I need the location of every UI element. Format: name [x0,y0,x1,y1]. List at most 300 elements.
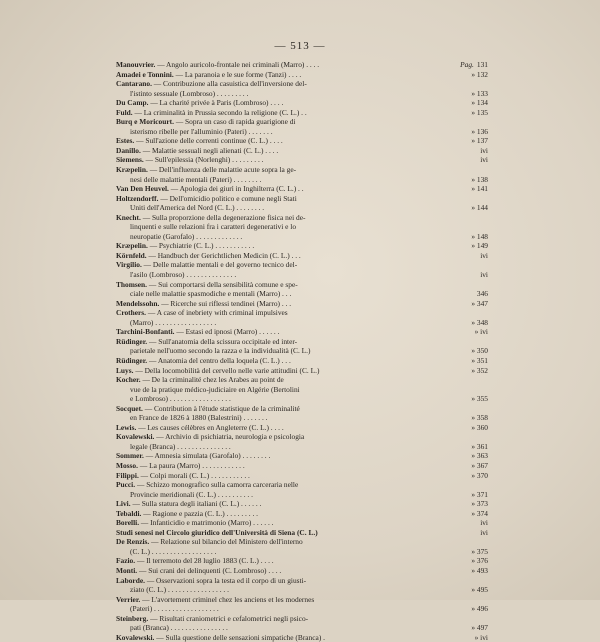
entry-text [116,308,454,327]
entry-author: Manouvrier. [116,60,156,69]
entry-page-ref [454,251,488,261]
entry-text [116,528,454,538]
index-entry [116,432,488,451]
entry-title: Uniti dell'America del Nord (C. L.) . . . . . . . . [130,203,265,213]
entry-title: (Marro) . . . . . . . . . . . . . . . . . [130,317,217,327]
entry-title: — Contribution à l'étude statistique de la criminalité [144,403,300,413]
entry-page-number: » 141 [471,184,488,194]
entry-page-ref [454,241,488,251]
entry-author: Kocher. [116,375,141,385]
entry-text [116,117,454,136]
entry-title: — Angolo auricolo-frontale nei criminali (Marro) . . . . [157,60,320,69]
entry-line [116,471,454,481]
entry-title: ziato (C. L.) . . . . . . . . . . . . . . . . . [130,585,229,595]
entry-title: — Sulla statura degli italiani (C. L.) . . . . . . [132,499,262,509]
entry-line [116,404,454,414]
entry-page-number: » 370 [471,470,488,480]
entry-page-number: » ivi [474,327,488,337]
entry-page-ref [454,127,488,137]
entry-title: — Il terremoto del 28 luglio 1883 (C. L.) . . . . [136,556,274,566]
entry-text [116,499,454,509]
entry-page-ref [454,394,488,404]
entry-page-ref [454,633,488,642]
entry-author: Tarchini-Bonfanti. [116,327,175,337]
entry-line [116,432,454,442]
entry-text [116,155,454,165]
entry-line [116,595,454,605]
entry-title: — La paura (Marro) . . . . . . . . . . . . [139,460,245,470]
entry-page-ref [454,155,488,165]
entry-title: — Amnesia simulata (Garofalo) . . . . . . . . [145,451,271,461]
entry-page-ref [454,623,488,633]
entry-page-number: » 134 [471,98,488,108]
entry-title: — Relazione sul bilancio del Ministero dell'interno [151,537,303,547]
index-entry [116,194,488,213]
index-entry [116,528,488,538]
entry-page-number: » 363 [471,451,488,461]
entry-text [116,614,454,633]
entry-page-number: » 149 [471,241,488,251]
entry-page-number: » 373 [471,499,488,509]
entry-text [116,366,454,376]
entry-page-number: » 352 [471,365,488,375]
entry-title: — Malattie sessuali negli alienati (C. L.) . . . . [142,145,279,155]
entry-page-ref [454,318,488,328]
entry-page-number: ivi [480,250,488,260]
entry-line [116,633,454,642]
entry-title: vue de la pratique médico-judiciaire en Algérie (Bertolini [130,384,300,394]
index-entry [116,404,488,423]
index-entry [116,366,488,376]
index-entry [116,98,488,108]
entry-line [116,385,454,395]
entry-page-ref [454,232,488,242]
entry-text [116,537,454,556]
entry-line [116,98,454,108]
entry-text [116,633,454,642]
entry-page-number: » 371 [471,489,488,499]
entry-page-number: ivi [480,518,488,528]
entry-author: Lewis. [116,422,137,432]
entry-line [116,366,454,376]
entry-text [116,280,454,299]
entry-title: — Delle malattie mentali e del governo tecnico del- [143,260,298,270]
entry-page-number: » 133 [471,88,488,98]
index-entry [116,117,488,136]
entry-page-ref [454,585,488,595]
entry-author: Du Camp. [116,98,149,108]
entry-line [116,79,454,89]
entry-title: — Sui comportarsi della sensibilità comune e spe- [148,279,298,289]
entry-page-number: » 135 [471,107,488,117]
entry-page-ref [454,451,488,461]
entry-author: Sommer. [116,451,144,461]
index-entry [116,155,488,165]
index-entry [116,451,488,461]
entry-title: isterismo ribelle per l'alluminio (Pateri) . . . . . . . [130,126,273,136]
entry-title: linquenti e sulle relazioni fra i caratteri degenerativi e lo [130,222,297,232]
entry-title: — Sull'azione delle correnti continue (C. L.) . . . . [136,136,283,146]
index-entry [116,480,488,499]
index-entry [116,614,488,633]
entry-title: — Anatomia del centro della loquela (C. L.) . . . [149,355,291,365]
entry-text [116,471,454,481]
entry-title: — Contribuzione alla casuistica dell'inversione del- [153,79,307,89]
index-entry [116,337,488,356]
entry-title: — Dell'influenza delle malattie acute sopra la ge- [149,165,297,175]
entry-title: Provincie meridionali (C. L.) . . . . . . . . . . [130,489,253,499]
entry-page-ref [454,423,488,433]
entry-page-ref [454,547,488,557]
entry-page-number: » 374 [471,508,488,518]
entry-page-number: » 495 [471,585,488,595]
entry-title: — Sulla questione delle sensazioni simpatiche (Branca) . [156,632,325,642]
entry-page-number: ivi [480,145,488,155]
entry-text [116,461,454,471]
entry-line [116,556,454,566]
entry-line [116,184,454,194]
entry-page-ref [454,146,488,156]
entry-text [116,423,454,433]
entry-page-number: » 497 [471,623,488,633]
entry-title: — Della locomobilità del cervello nelle varie attitudini (C. L.) [135,365,320,375]
index-entry [116,509,488,519]
entry-page-ref [454,566,488,576]
entry-text [116,260,454,279]
entry-line [116,280,454,290]
index-entry [116,213,488,242]
entry-page-ref [454,136,488,146]
entry-page-ref [454,528,488,538]
entry-page-ref [454,499,488,509]
entry-text [116,98,454,108]
entry-title: — Sopra un caso di rapida guarigione di [175,117,296,127]
entry-page-number: ivi [480,270,488,280]
index-entry [116,79,488,98]
entry-author: Steinberg. [116,613,149,623]
entry-text [116,566,454,576]
entry-title: — Dell'omicidio politico e comune negli Stati [160,193,297,203]
entry-line [116,461,454,471]
entry-title: — Risultati craniometrici e cefalometrici negli psico- [150,613,309,623]
entry-line [116,308,454,318]
index-entry [116,280,488,299]
entry-line [116,442,454,452]
entry-title: pati (Branca) . . . . . . . . . . . . . . . . [130,623,228,633]
entry-title: — Sui crani dei delinquenti (C. Lombroso) . . . . [139,565,282,575]
entry-page-number: ivi [480,155,488,165]
page-label: Pag. [460,60,474,69]
entry-text [116,337,454,356]
entry-text [116,375,454,404]
entry-line [116,194,454,204]
entry-title: — La paranoia e le sue forme (Tanzi) . . . . [175,69,302,79]
entry-title: ciale nelle malattie spasmodiche e mentali (Marro) . . . [130,289,292,299]
entry-page-ref [454,184,488,194]
entry-text [116,60,454,70]
index-entry [116,327,488,337]
entry-line [116,270,454,280]
entry-line [116,260,454,270]
entry-text [116,595,454,614]
index-entry [116,241,488,251]
entry-author: Cantarano. [116,79,152,89]
index-entry [116,251,488,261]
entry-page-ref [454,98,488,108]
index-entry [116,471,488,481]
entry-title: — Sull'epilessia (Norlenghi) . . . . . . . . . [145,155,264,165]
entry-title: — A case of inebriety with criminal impulsives [147,308,288,318]
entry-author: Fuld. [116,107,133,117]
entry-line [116,547,454,557]
entry-line [116,70,454,80]
entry-page-number: » 367 [471,460,488,470]
entry-page-number: ivi [480,527,488,537]
entry-line [116,423,454,433]
entry-title: parietale nell'uomo secondo la razza e la individualità (C. L.) [130,346,311,356]
entry-author: Luys. [116,365,134,375]
entry-title: — Colpi morali (C. L.) . . . . . . . . . . . [140,470,250,480]
entry-page-ref [454,270,488,280]
entry-title: en France de 1826 à 1880 (Balestrini) . . . . . . . [130,413,268,423]
entry-page-ref [454,509,488,519]
entry-author: Crothers. [116,308,147,318]
entry-text [116,451,454,461]
entry-title: nesi delle malattie mentali (Pateri) . . . . . . . . [130,174,262,184]
entry-author: Mosso. [116,460,138,470]
entry-text [116,194,454,213]
entry-title: (Pateri) . . . . . . . . . . . . . . . . . . [130,604,219,614]
entry-author: Livi. [116,499,131,509]
entry-author: Borelli. [116,518,140,528]
entry-line [116,518,454,528]
index-entry [116,556,488,566]
entry-line [116,222,454,232]
entry-text [116,404,454,423]
entry-text [116,299,454,309]
entry-page-ref [454,108,488,118]
entry-page-ref [454,203,488,213]
entry-line [116,327,454,337]
entry-author: Körnfeld. [116,250,147,260]
entry-page-number: » 493 [471,565,488,575]
entry-text [116,136,454,146]
entry-title: — Archivio di psichiatria, neurologia e psicologia [156,432,305,442]
entry-author: Monti. [116,565,138,575]
entry-page-ref [454,346,488,356]
entry-author: Fazio. [116,556,136,566]
entry-line [116,165,454,175]
index-entry [116,184,488,194]
entry-line [116,89,454,99]
index-entry [116,146,488,156]
entry-title: — Handbuch der Gerichtlichen Medicin (C. L.) . . . [148,250,301,260]
entry-title: l'istinto sessuale (Lombroso) . . . . . . . . . [130,88,249,98]
index-entry [116,165,488,184]
entry-page-number: » 351 [471,355,488,365]
index-entry [116,108,488,118]
entry-text [116,480,454,499]
entry-author: Studi senesi nel Circolo giuridico dell'Università di Siena (C. L.) [116,527,318,537]
index-entry [116,356,488,366]
entry-author: Holtzendorff. [116,193,159,203]
index-entry [116,70,488,80]
entry-line [116,356,454,366]
entry-line [116,413,454,423]
entry-page-ref [454,471,488,481]
index-entry [116,537,488,556]
entry-title: — Schizzo monografico sulla camorra carceraria nelle [136,480,299,490]
entry-line [116,614,454,624]
entry-author: Virgilio. [116,260,142,270]
index-entry [116,566,488,576]
entry-page-number: » 136 [471,126,488,136]
entry-title: — Ragione e pazzia (C. L.) . . . . . . . . . [143,508,258,518]
entry-line [116,146,454,156]
entry-page-number: » 148 [471,231,488,241]
entry-line [116,136,454,146]
entry-page-number: » 138 [471,174,488,184]
entry-page-number: » 347 [471,298,488,308]
entry-text [116,251,454,261]
entry-page-ref [454,289,488,299]
entry-page-ref [454,413,488,423]
entry-line [116,509,454,519]
entry-line [116,232,454,242]
entry-title: — Infanticidio e matrimonio (Marro) . . . . . . [140,518,274,528]
entry-page-ref [454,518,488,528]
entry-line [116,175,454,185]
entry-page-ref [454,60,488,70]
entry-author: Mendelssohn. [116,298,160,308]
index-entry [116,633,488,642]
entry-title: e Lombroso) . . . . . . . . . . . . . . . . . [130,394,231,404]
entry-page-ref [454,556,488,566]
entry-author: Pucci. [116,480,136,490]
entry-page-number: » 358 [471,413,488,423]
index-entry [116,595,488,614]
entry-title: — Sull'anatomia della scissura occipitale ed inter- [149,336,298,346]
entry-author: Burq e Moricourt. [116,117,174,127]
entry-text [116,576,454,595]
entry-text [116,432,454,451]
entry-line [116,60,454,70]
entry-line [116,337,454,347]
entry-page-ref [454,366,488,376]
entry-author: Danillo. [116,145,141,155]
entry-line [116,318,454,328]
entry-author: Rüdinger. [116,355,148,365]
entry-page-number: » 137 [471,136,488,146]
entry-line [116,241,454,251]
entry-line [116,585,454,595]
entry-author: Socquet. [116,403,143,413]
entry-title: — Psychiatrie (C. L.) . . . . . . . . . . . [149,241,255,251]
entry-text [116,146,454,156]
entry-page-number: » 375 [471,546,488,556]
entry-title: — Osservazioni sopra la testa ed il corpo di un giusti- [146,575,307,585]
entry-author: Amadei e Tonnini. [116,69,174,79]
entry-author: Kovalewski. [116,632,155,642]
entry-line [116,251,454,261]
entry-title: legale (Branca) . . . . . . . . . . . . . . . [130,441,231,451]
index-entry [116,461,488,471]
entry-text [116,509,454,519]
entry-author: Siemens. [116,155,144,165]
index-entry [116,423,488,433]
entry-page-ref [454,604,488,614]
entry-title: (C. L.) . . . . . . . . . . . . . . . . . . [130,546,217,556]
entry-line [116,528,454,538]
entry-text [116,556,454,566]
entry-page-ref [454,89,488,99]
index-entry [116,499,488,509]
entry-line [116,127,454,137]
index-entries [116,60,488,642]
entry-line [116,394,454,404]
entry-line [116,537,454,547]
entry-line [116,203,454,213]
entry-page-ref [454,461,488,471]
entry-page-number: » 496 [471,604,488,614]
entry-author: Filippi. [116,470,139,480]
entry-line [116,299,454,309]
entry-line [116,108,454,118]
entry-line [116,480,454,490]
entry-page-number: 346 [476,289,488,299]
entry-author: Tebaldi. [116,508,142,518]
entry-text [116,518,454,528]
entry-author: Rüdinger. [116,336,148,346]
entry-author: Thomsen. [116,279,148,289]
entry-author: Kovalewski. [116,432,155,442]
entry-author: Verrier. [116,594,141,604]
entry-title: — Les causes célèbres en Angleterre (C. L.) . . . . [138,422,284,432]
entry-line [116,155,454,165]
entry-title: neuropatie (Garofalo) . . . . . . . . . . . . . [130,231,243,241]
entry-title: — L'avortement criminel chez les anciens et les modernes [142,594,315,604]
entry-author: Kræpelin. [116,241,148,251]
entry-page-number: » 360 [471,422,488,432]
entry-text [116,241,454,251]
entry-title: — Estasi ed ipnosi (Marro) . . . . . . [176,327,280,337]
entry-page-number: » 376 [471,556,488,566]
entry-line [116,346,454,356]
entry-page-ref [454,442,488,452]
entry-title: — Sulla proporzione della degenerazione fisica nei de- [142,212,306,222]
entry-text [116,327,454,337]
entry-text [116,356,454,366]
entry-author: Kræpelin. [116,165,148,175]
entry-text [116,108,454,118]
index-entry [116,375,488,404]
entry-line [116,499,454,509]
entry-line [116,604,454,614]
entry-page-number: » 355 [471,394,488,404]
entry-line [116,451,454,461]
entry-title: — Apologia dei giurì in Inghilterra (C. L.) . . [170,184,304,194]
index-entry [116,60,488,70]
entry-author: Knecht. [116,212,141,222]
entry-text [116,184,454,194]
entry-page-number: » 350 [471,346,488,356]
index-entry [116,299,488,309]
entry-line [116,623,454,633]
entry-author: Van Den Heuvel. [116,184,169,194]
entry-page-number: » 132 [471,69,488,79]
index-entry [116,518,488,528]
entry-page-ref [454,70,488,80]
